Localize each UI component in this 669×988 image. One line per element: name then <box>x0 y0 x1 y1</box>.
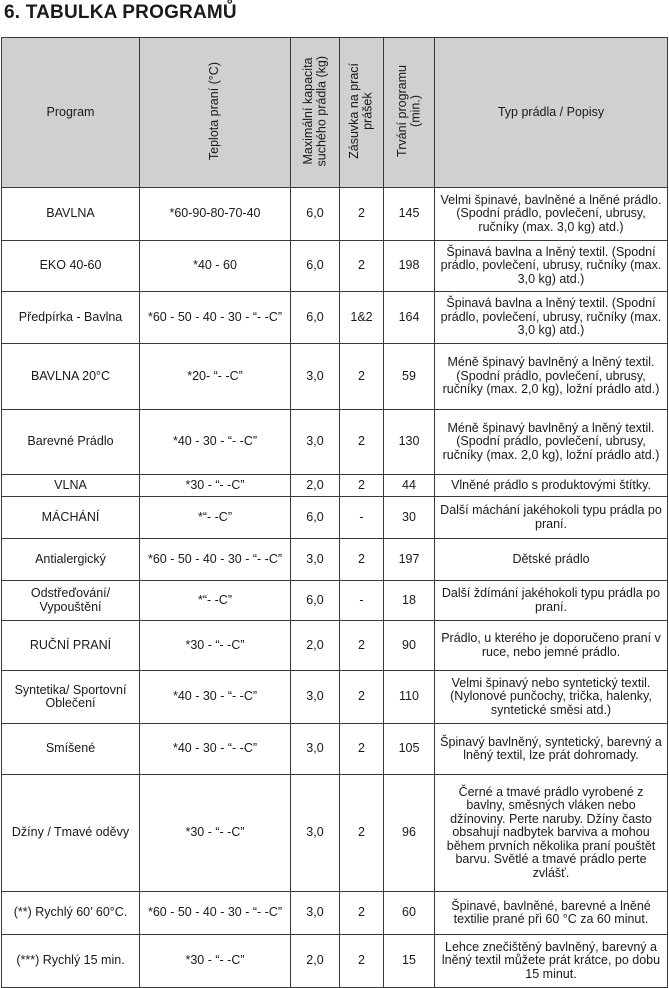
cell-program: Odstřeďování/ Vypouštění <box>2 581 140 621</box>
cell-description: Velmi špinavé, bavlněné a lněné prádlo. (Spodní prádlo, povlečení, ubrusy, ručníky (max. 3,0 kg) atd.) <box>435 188 668 241</box>
program-rows <box>2 188 668 988</box>
cell-detergent: 2 <box>340 935 384 988</box>
cell-capacity: 6,0 <box>291 292 340 344</box>
table-row <box>2 671 668 724</box>
table-row <box>2 539 668 581</box>
cell-temperature: *60-90-80-70-40 <box>140 188 291 241</box>
cell-description: Špinavá bavlna a lněný textil. (Spodní prádlo, povlečení, ubrusy, ručníky (max. 3,0 kg) atd.) <box>435 241 668 292</box>
cell-program: Syntetika/ Sportovní Oblečení <box>2 671 140 724</box>
cell-capacity: 3,0 <box>291 724 340 775</box>
cell-capacity: 6,0 <box>291 241 340 292</box>
cell-detergent: 2 <box>340 724 384 775</box>
cell-description: Špinavé, bavlněné, barevné a lněné textilie prané při 60 °C za 60 minut. <box>435 892 668 935</box>
cell-detergent: 2 <box>340 188 384 241</box>
cell-capacity: 3,0 <box>291 410 340 475</box>
cell-duration: 90 <box>384 621 435 671</box>
table-row <box>2 344 668 410</box>
cell-temperature: *“- -C” <box>140 497 291 539</box>
cell-temperature: *60 - 50 - 40 - 30 - “- -C” <box>140 892 291 935</box>
cell-description: Další máchání jakéhokoli typu prádla po praní. <box>435 497 668 539</box>
cell-capacity: 6,0 <box>291 188 340 241</box>
cell-detergent: 2 <box>340 671 384 724</box>
table-row <box>2 292 668 344</box>
header-program: Program <box>2 38 140 188</box>
table-row <box>2 892 668 935</box>
cell-description: Prádlo, u kterého je doporučeno praní v ruce, nebo jemné prádlo. <box>435 621 668 671</box>
program-table <box>1 37 668 988</box>
cell-capacity: 2,0 <box>291 475 340 497</box>
cell-temperature: *30 - “- -C” <box>140 475 291 497</box>
cell-detergent: 2 <box>340 892 384 935</box>
cell-duration: 96 <box>384 775 435 892</box>
cell-duration: 44 <box>384 475 435 497</box>
cell-capacity: 3,0 <box>291 344 340 410</box>
header-detergent <box>340 38 384 188</box>
table-row <box>2 621 668 671</box>
cell-temperature: *60 - 50 - 40 - 30 - “- -C” <box>140 292 291 344</box>
cell-duration: 15 <box>384 935 435 988</box>
cell-temperature: *40 - 30 - “- -C” <box>140 410 291 475</box>
cell-temperature: *30 - “- -C” <box>140 935 291 988</box>
cell-description: Černé a tmavé prádlo vyrobené z bavlny, směsných vláken nebo džínoviny. Perte naruby. Džíny často obsahují nadbytek barviva a mohou během prvních několika praní pouštět barvu. Světlé a tmavé prádlo perte zvlášť. <box>435 775 668 892</box>
cell-duration: 30 <box>384 497 435 539</box>
cell-description: Špinavý bavlněný, syntetický, barevný a lněný textil, lze prát dohromady. <box>435 724 668 775</box>
cell-detergent: 2 <box>340 539 384 581</box>
cell-temperature: *“- -C” <box>140 581 291 621</box>
cell-detergent: 2 <box>340 241 384 292</box>
cell-temperature: *30 - “- -C” <box>140 775 291 892</box>
cell-description: Vlněné prádlo s produktovými štítky. <box>435 475 668 497</box>
cell-program: BAVLNA 20°C <box>2 344 140 410</box>
cell-duration: 145 <box>384 188 435 241</box>
cell-capacity: 3,0 <box>291 539 340 581</box>
table-row <box>2 241 668 292</box>
cell-temperature: *30 - “- -C” <box>140 621 291 671</box>
header-duration-label: Trvání programu (min.) <box>394 64 422 157</box>
cell-detergent: 2 <box>340 775 384 892</box>
cell-program: VLNA <box>2 475 140 497</box>
cell-description: Lehce znečištěný bavlněný, barevný a lněný textil můžete prát krátce, po dobu 15 minut. <box>435 935 668 988</box>
table-row <box>2 775 668 892</box>
cell-program: BAVLNA <box>2 188 140 241</box>
header-temperature <box>140 38 291 188</box>
cell-program: MÁCHÁNÍ <box>2 497 140 539</box>
cell-capacity: 3,0 <box>291 671 340 724</box>
cell-duration: 197 <box>384 539 435 581</box>
cell-capacity: 3,0 <box>291 892 340 935</box>
cell-program: Předpírka - Bavlna <box>2 292 140 344</box>
cell-program: EKO 40-60 <box>2 241 140 292</box>
header-capacity-label: Maximální kapacita suchého prádla (kg) <box>300 55 328 166</box>
cell-program: (**) Rychlý 60’ 60°C. <box>2 892 140 935</box>
cell-description: Méně špinavý bavlněný a lněný textil. (Spodní prádlo, povlečení, ubrusy, ručníky (max. 2,0 kg), ložní prádlo atd.) <box>435 344 668 410</box>
cell-description: Další ždímání jakéhokoli typu prádla po praní. <box>435 581 668 621</box>
table-row <box>2 188 668 241</box>
cell-description: Dětské prádlo <box>435 539 668 581</box>
header-duration <box>384 38 435 188</box>
header-temperature-label: Teplota praní (°C) <box>207 61 222 160</box>
cell-program: Džíny / Tmavé oděvy <box>2 775 140 892</box>
table-row <box>2 497 668 539</box>
cell-capacity: 2,0 <box>291 621 340 671</box>
cell-duration: 18 <box>384 581 435 621</box>
cell-program: Barevné Prádlo <box>2 410 140 475</box>
cell-program: (***) Rychlý 15 min. <box>2 935 140 988</box>
cell-capacity: 6,0 <box>291 581 340 621</box>
cell-detergent: 2 <box>340 475 384 497</box>
cell-temperature: *40 - 30 - “- -C” <box>140 671 291 724</box>
cell-description: Špinavá bavlna a lněný textil. (Spodní prádlo, povlečení, ubrusy, ručníky (max. 3,0 kg) atd.) <box>435 292 668 344</box>
cell-duration: 198 <box>384 241 435 292</box>
page-title: 6. TABULKA PROGRAMŮ <box>4 2 237 23</box>
table-row <box>2 475 668 497</box>
cell-capacity: 2,0 <box>291 935 340 988</box>
cell-temperature: *40 - 60 <box>140 241 291 292</box>
cell-capacity: 3,0 <box>291 775 340 892</box>
cell-description: Velmi špinavý nebo syntetický textil. (Nylonové punčochy, trička, halenky, syntetické směsi atd.) <box>435 671 668 724</box>
cell-duration: 164 <box>384 292 435 344</box>
cell-detergent: 2 <box>340 344 384 410</box>
cell-duration: 105 <box>384 724 435 775</box>
cell-program: Smíšené <box>2 724 140 775</box>
cell-detergent: - <box>340 497 384 539</box>
cell-duration: 60 <box>384 892 435 935</box>
header-detergent-label: Zásuvka na prací prášek <box>347 62 375 159</box>
cell-temperature: *20- “- -C” <box>140 344 291 410</box>
cell-detergent: 2 <box>340 410 384 475</box>
cell-capacity: 6,0 <box>291 497 340 539</box>
cell-description: Méně špinavý bavlněný a lněný textil. (Spodní prádlo, povlečení, ubrusy, ručníky (max. 2,0 kg), ložní prádlo atd.) <box>435 410 668 475</box>
table-row <box>2 935 668 988</box>
cell-program: Antialergický <box>2 539 140 581</box>
table-row <box>2 724 668 775</box>
cell-temperature: *40 - 30 - “- -C” <box>140 724 291 775</box>
cell-detergent: 1&2 <box>340 292 384 344</box>
cell-duration: 59 <box>384 344 435 410</box>
cell-detergent: - <box>340 581 384 621</box>
cell-duration: 130 <box>384 410 435 475</box>
table-header-row <box>2 38 668 188</box>
cell-detergent: 2 <box>340 621 384 671</box>
header-capacity <box>291 38 340 188</box>
cell-temperature: *60 - 50 - 40 - 30 - “- -C” <box>140 539 291 581</box>
table-row <box>2 581 668 621</box>
header-description: Typ prádla / Popisy <box>435 38 668 188</box>
cell-program: RUČNÍ PRANÍ <box>2 621 140 671</box>
cell-duration: 110 <box>384 671 435 724</box>
table-row <box>2 410 668 475</box>
